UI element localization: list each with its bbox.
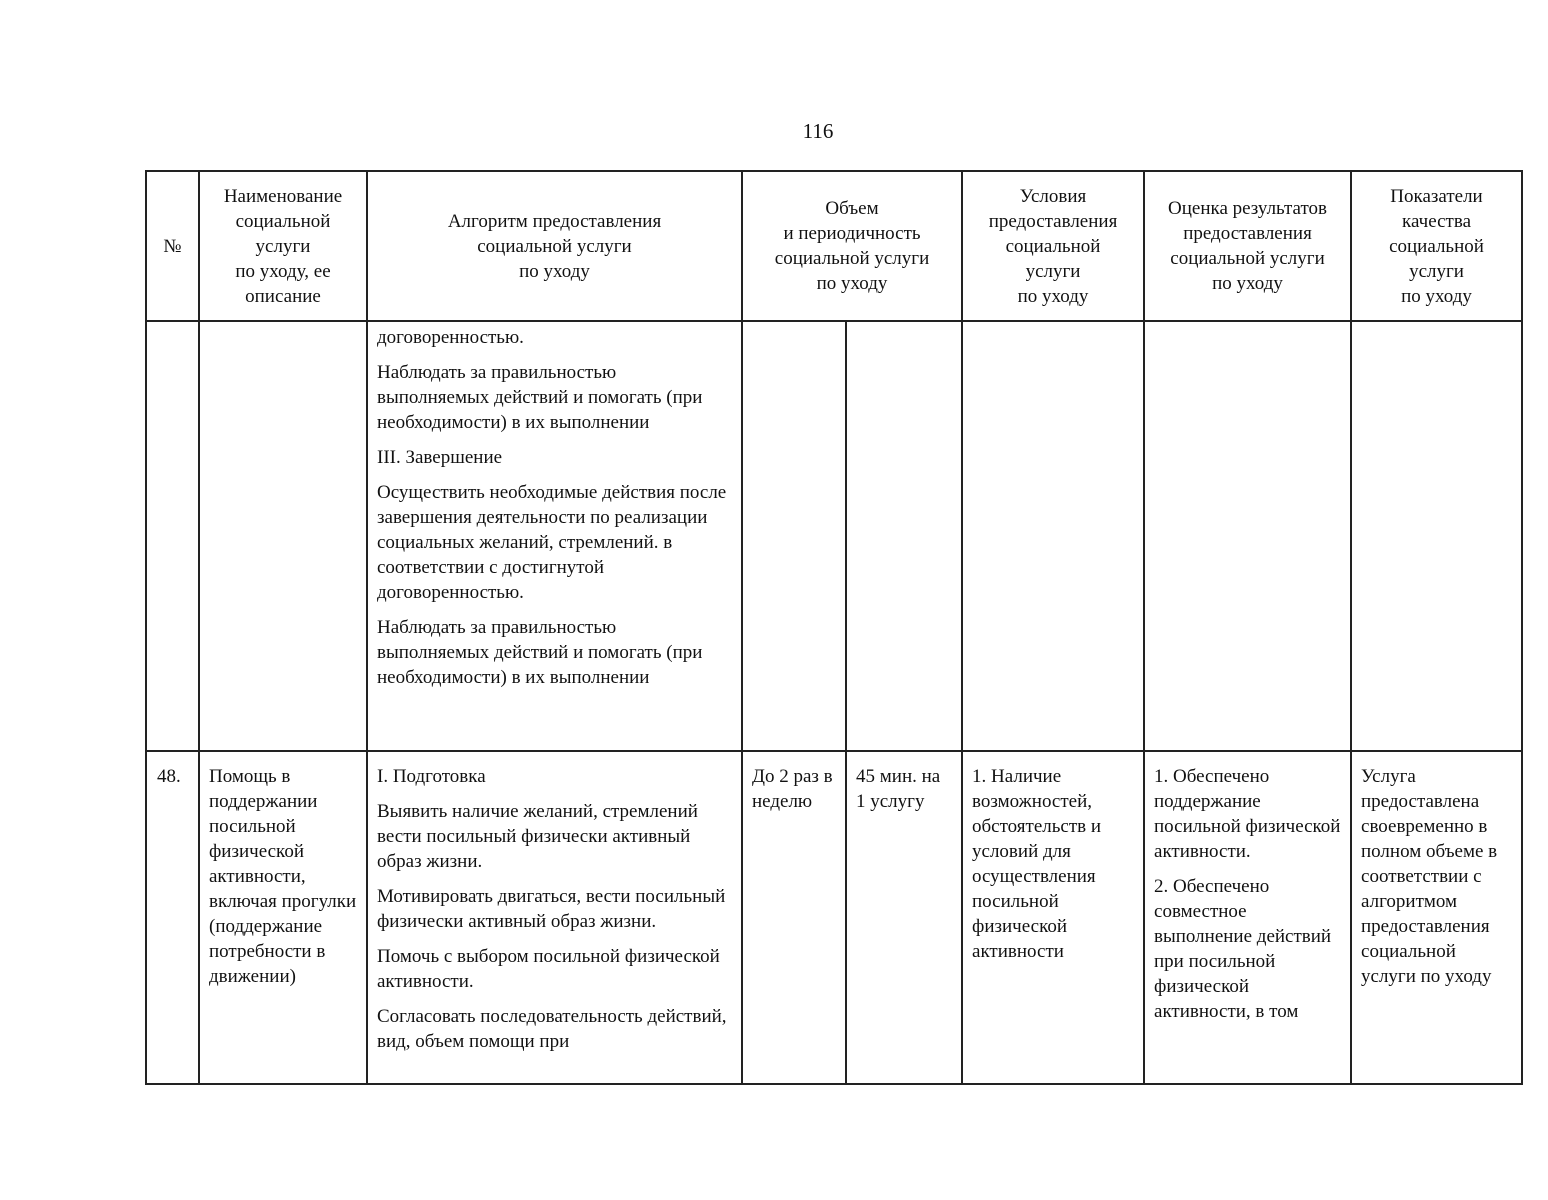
cont-name-cell (199, 321, 367, 751)
algorithm-paragraph: Помочь с выбором посильной физической активности. (377, 946, 720, 992)
evaluation-cell (1144, 751, 1351, 1084)
quality-cell (1351, 751, 1522, 1084)
quality: Услуга предоставлена своевременно в полном объеме в соответствии с алгоритмом предоставления социальной услуги по уходу (1361, 766, 1498, 987)
service-name-cell (199, 751, 367, 1084)
header-quality: Показатели качества социальной услуги по уходу (1351, 171, 1522, 321)
algorithm-paragraph: Мотивировать двигаться, вести посильный физически активный образ жизни. (377, 886, 726, 932)
table-row-48 (146, 751, 1522, 1084)
header-volume: Объем и периодичность социальной услуги по уходу (742, 171, 962, 321)
cont-number-cell (146, 321, 199, 751)
evaluation-paragraph: 2. Обеспечено совместное выполнение действий при посильной физической активности, в том (1154, 876, 1332, 1022)
algorithm-paragraph: Согласовать последовательность действий, вид, объем помощи при (377, 1006, 727, 1052)
page-number: 116 (802, 119, 834, 143)
cont-algorithm-paragraph: Наблюдать за правильностью выполняемых действий и помогать (при необходимости) в их выполнении (377, 617, 703, 688)
conditions: 1. Наличие возможностей, обстоятельств и условий для осуществления посильной физической активности (972, 766, 1102, 962)
row-number: 48. (157, 766, 181, 787)
cont-evaluation-cell (1144, 321, 1351, 751)
evaluation-paragraph: 1. Обеспечено поддержание посильной физической активности. (1154, 766, 1341, 862)
cont-conditions-cell (962, 321, 1144, 751)
header-name: Наименование социальной услуги по уходу, ее описание (199, 171, 367, 321)
cont-algorithm-paragraph: III. Завершение (377, 447, 503, 468)
duration-cell (846, 751, 962, 1084)
duration: 45 мин. на 1 услугу (856, 766, 941, 812)
cont-quality-cell (1351, 321, 1522, 751)
service-name: Помощь в поддержании посильной физической активности, включая прогулки (поддержание потребности в движении) (209, 766, 357, 987)
cont-algorithm-paragraph: Осуществить необходимые действия после завершения деятельности по реализации социальных желаний, стремлений. в соответствии с достигнутой договоренностью. (377, 482, 727, 603)
row-number-cell (146, 751, 199, 1084)
periodicity-cell (742, 751, 846, 1084)
algorithm-cell (367, 751, 742, 1084)
header-number: № (146, 171, 199, 321)
header-row (146, 171, 1522, 321)
cont-algorithm-paragraph: договоренностью. (377, 327, 524, 348)
algorithm-paragraph: I. Подготовка (377, 766, 486, 787)
header-algorithm: Алгоритм предоставления социальной услуги по уходу (367, 171, 742, 321)
header-evaluation: Оценка результатов предоставления социальной услуги по уходу (1144, 171, 1351, 321)
algorithm-paragraph: Выявить наличие желаний, стремлений вести посильный физически активный образ жизни. (377, 801, 698, 872)
cont-algorithm-paragraph: Наблюдать за правильностью выполняемых действий и помогать (при необходимости) в их выполнении (377, 362, 703, 433)
services-table (145, 170, 1523, 1085)
conditions-cell (962, 751, 1144, 1084)
cont-algorithm-cell (367, 321, 742, 751)
periodicity: До 2 раз в неделю (752, 766, 833, 812)
header-conditions: Условия предоставления социальной услуги по уходу (962, 171, 1144, 321)
cont-duration-cell (846, 321, 962, 751)
cont-periodicity-cell (742, 321, 846, 751)
continuation-row (146, 321, 1522, 751)
